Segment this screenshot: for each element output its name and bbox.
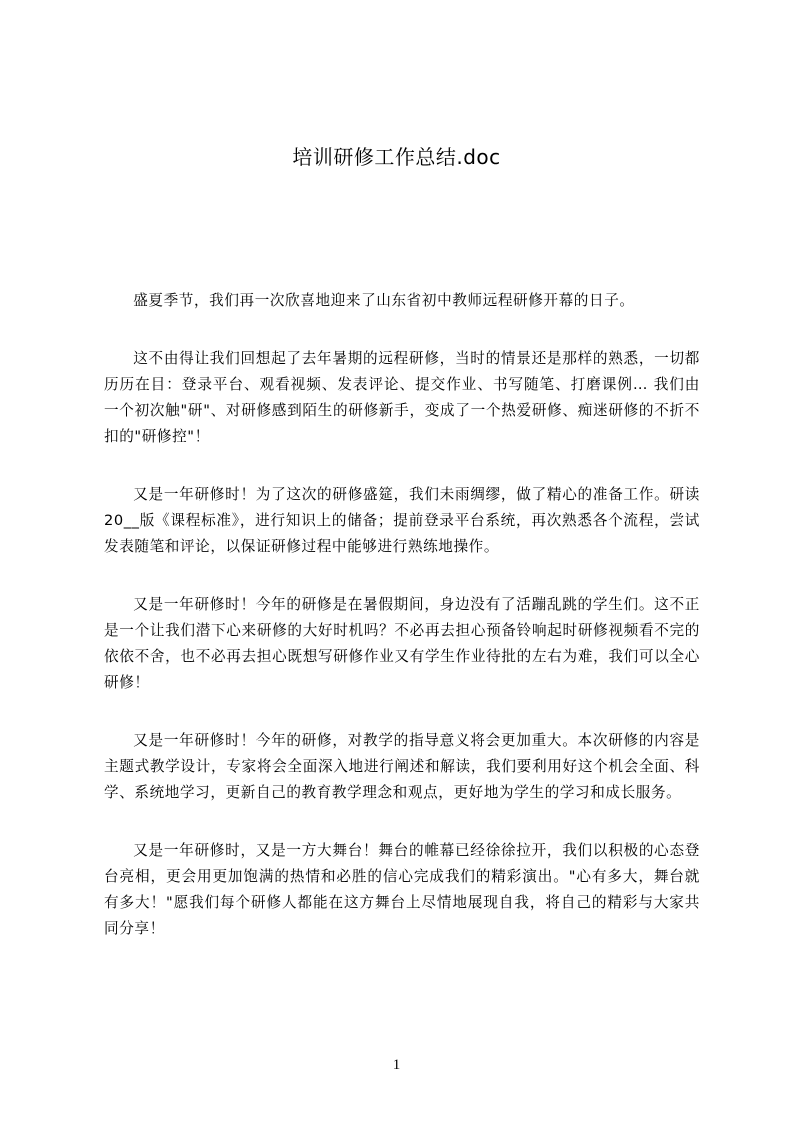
paragraph: 又是一年研修时！今年的研修是在暑假期间，身边没有了活蹦乱跳的学生们。这不正是一个让我们潜下心来研修的大好时机吗？不必再去担心预备铃响起时研修视频看不完的依依不舍，也不必再去担心既想写研修作业又有学生作业待批的左右为难，我们可以全心研修！ — [104, 596, 700, 691]
page-number: 1 — [392, 1057, 401, 1073]
paragraph: 又是一年研修时！为了这次的研修盛筵，我们未雨绸缪，做了精心的准备工作。研读 20__版《课程标准》，进行知识上的储备；提前登录平台系统，再次熟悉各个流程，尝试发表随笔和评论，以保证研修过程中能够进行熟练地操作。 — [104, 486, 700, 555]
paragraph: 又是一年研修时，又是一方大舞台！舞台的帷幕已经徐徐拉开，我们以积极的心态登台亮相，更会用更加饱满的热情和必胜的信心完成我们的精彩演出。"心有多大，舞台就有多大！"愿我们每个研修人都能在这方舞台上尽情地展现自我，将自己的精彩与大家共同分享！ — [104, 842, 700, 937]
document-body — [104, 288, 700, 974]
document-title: 培训研修工作总结.doc — [292, 145, 501, 169]
paragraph: 盛夏季节，我们再一次欣喜地迎来了山东省初中教师远程研修开幕的日子。 — [133, 292, 635, 309]
paragraph: 这不由得让我们回想起了去年暑期的远程研修，当时的情景还是那样的熟悉，一切都历历在目：登录平台、观看视频、发表评论、提交作业、书写随笔、打磨课例… 我们由一个初次触"研"、对研修感到陌生的研修新手，变成了一个热爱研修、痴迷研修的不折不扣的"研修控"！ — [104, 350, 700, 445]
paragraph: 又是一年研修时！今年的研修，对教学的指导意义将会更加重大。本次研修的内容是主题式教学设计，专家将会全面深入地进行阐述和解读，我们要利用好这个机会全面、科学、系统地学习，更新自己的教育教学理念和观点，更好地为学生的学习和成长服务。 — [104, 732, 700, 801]
